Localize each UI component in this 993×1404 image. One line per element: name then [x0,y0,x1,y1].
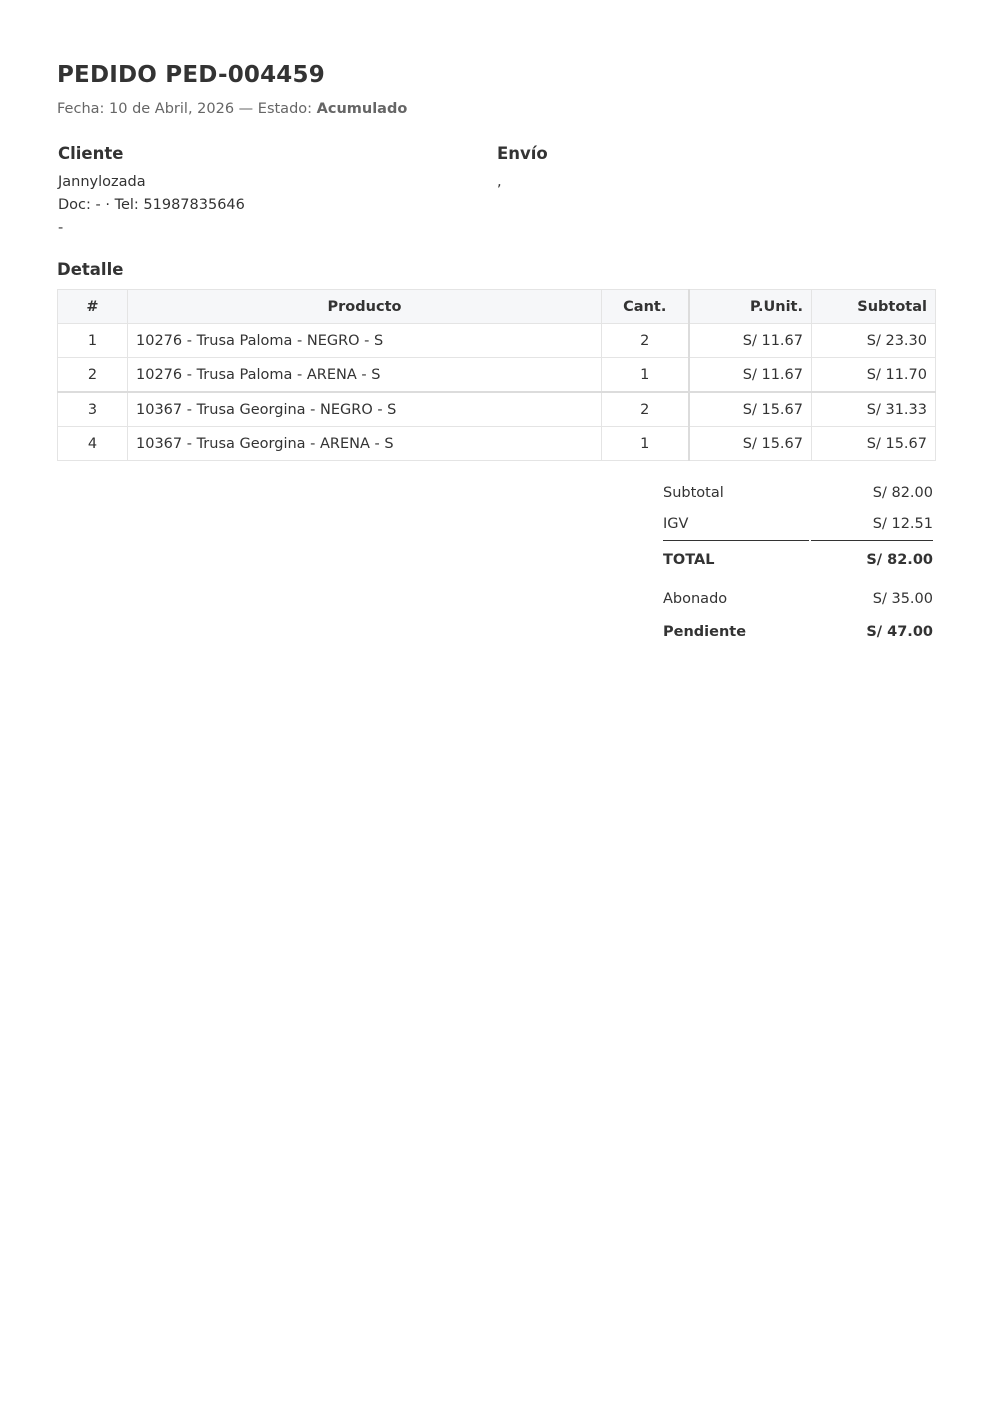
row-product: 10276 - Trusa Paloma - NEGRO - S [128,324,602,358]
column-header-number: # [58,290,128,324]
total-divider-left [663,540,809,541]
total-label: TOTAL [663,552,715,568]
column-header-product: Producto [128,290,602,324]
row-quantity: 1 [602,358,689,393]
totals-total-row [663,552,933,572]
table-row [58,427,936,461]
table-header-row [58,290,936,324]
totals-paid-row [663,591,933,611]
row-product: 10276 - Trusa Paloma - ARENA - S [128,358,602,393]
shipping-address: , [497,174,502,190]
order-meta [57,101,407,117]
customer-heading: Cliente [58,144,124,163]
customer-doc-phone: Doc: - · Tel: 51987835646 [58,197,245,213]
row-quantity: 2 [602,324,689,358]
row-product: 10367 - Trusa Georgina - ARENA - S [128,427,602,461]
subtotal-label: Subtotal [663,485,724,501]
pending-label: Pendiente [663,624,747,640]
totals-igv-row [663,516,933,536]
detail-heading: Detalle [57,260,124,279]
row-unit-price: S/ 11.67 [689,324,812,358]
row-quantity: 2 [602,392,689,427]
order-detail-table [57,289,936,461]
row-subtotal: S/ 31.33 [812,392,936,427]
table-row [58,358,936,393]
paid-value: S/ 35.00 [872,591,933,607]
row-subtotal: S/ 15.67 [812,427,936,461]
row-product: 10367 - Trusa Georgina - NEGRO - S [128,392,602,427]
igv-label: IGV [663,516,689,532]
igv-value: S/ 12.51 [872,516,933,532]
status-badge: Acumulado [316,101,408,117]
order-date: Fecha: 10 de Abril, 2026 — Estado: [57,101,317,117]
row-number: 3 [58,392,128,427]
table-row [58,392,936,427]
totals-pending-row [663,624,933,644]
row-number: 1 [58,324,128,358]
column-header-subtotal: Subtotal [812,290,936,324]
column-header-unit-price: P.Unit. [689,290,812,324]
table-row [58,324,936,358]
subtotal-value: S/ 82.00 [872,485,933,501]
row-number: 4 [58,427,128,461]
paid-label: Abonado [663,591,728,607]
column-header-quantity: Cant. [602,290,689,324]
customer-extra: - [58,220,64,236]
pending-value: S/ 47.00 [866,624,933,640]
totals-subtotal-row [663,485,933,505]
row-unit-price: S/ 15.67 [689,427,812,461]
page-title: PEDIDO PED-004459 [57,62,325,88]
row-quantity: 1 [602,427,689,461]
row-unit-price: S/ 11.67 [689,358,812,393]
row-unit-price: S/ 15.67 [689,392,812,427]
row-subtotal: S/ 23.30 [812,324,936,358]
shipping-heading: Envío [497,144,548,163]
total-divider-right [811,540,933,541]
row-subtotal: S/ 11.70 [812,358,936,393]
customer-name: Jannylozada [58,174,146,190]
total-value: S/ 82.00 [866,552,933,568]
row-number: 2 [58,358,128,393]
